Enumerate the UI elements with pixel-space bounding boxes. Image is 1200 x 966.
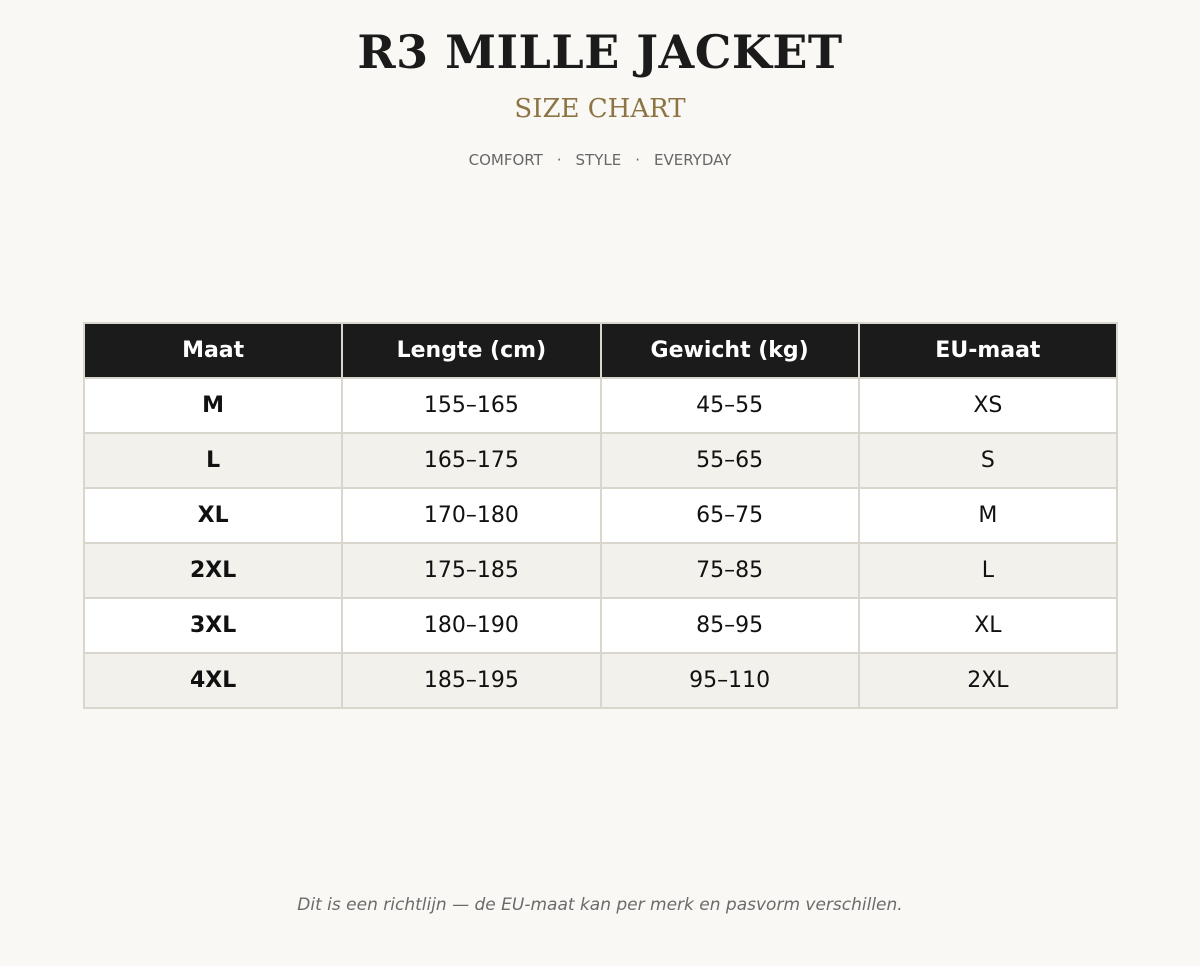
table-row (84, 653, 1117, 708)
length-cell: 170–180 (342, 488, 600, 543)
eu-size-cell: L (859, 543, 1117, 598)
tagline-word: STYLE (575, 151, 622, 169)
column-header-lengte: Lengte (cm) (342, 323, 600, 378)
length-cell: 175–185 (342, 543, 600, 598)
length-cell: 155–165 (342, 378, 600, 433)
size-chart-table (83, 322, 1118, 709)
footnote: Dit is een richtlijn — de EU-maat kan per merk en pasvorm verschillen. (297, 895, 903, 915)
table-row (84, 378, 1117, 433)
table-row (84, 598, 1117, 653)
table-header-row (84, 323, 1117, 378)
page-title: R3 MILLE JACKET (357, 25, 843, 79)
table-row (84, 488, 1117, 543)
weight-cell: 65–75 (601, 488, 859, 543)
size-cell: XL (84, 488, 342, 543)
eu-size-cell: XL (859, 598, 1117, 653)
weight-cell: 95–110 (601, 653, 859, 708)
size-cell: 3XL (84, 598, 342, 653)
eu-size-cell: S (859, 433, 1117, 488)
eu-size-cell: 2XL (859, 653, 1117, 708)
size-cell: L (84, 433, 342, 488)
size-cell: 4XL (84, 653, 342, 708)
table-row (84, 543, 1117, 598)
size-cell: 2XL (84, 543, 342, 598)
length-cell: 180–190 (342, 598, 600, 653)
size-cell: M (84, 378, 342, 433)
weight-cell: 75–85 (601, 543, 859, 598)
tagline-word: COMFORT (468, 151, 543, 169)
tagline (0, 150, 1200, 170)
page-subtitle: SIZE CHART (514, 94, 686, 124)
eu-size-cell: M (859, 488, 1117, 543)
tagline-word: EVERYDAY (654, 151, 732, 169)
column-header-gewicht: Gewicht (kg) (601, 323, 859, 378)
eu-size-cell: XS (859, 378, 1117, 433)
weight-cell: 45–55 (601, 378, 859, 433)
column-header-maat: Maat (84, 323, 342, 378)
weight-cell: 85–95 (601, 598, 859, 653)
tagline-separator: · (635, 151, 640, 169)
table-row (84, 433, 1117, 488)
length-cell: 185–195 (342, 653, 600, 708)
column-header-eu-maat: EU-maat (859, 323, 1117, 378)
tagline-separator: · (556, 151, 562, 169)
weight-cell: 55–65 (601, 433, 859, 488)
length-cell: 165–175 (342, 433, 600, 488)
